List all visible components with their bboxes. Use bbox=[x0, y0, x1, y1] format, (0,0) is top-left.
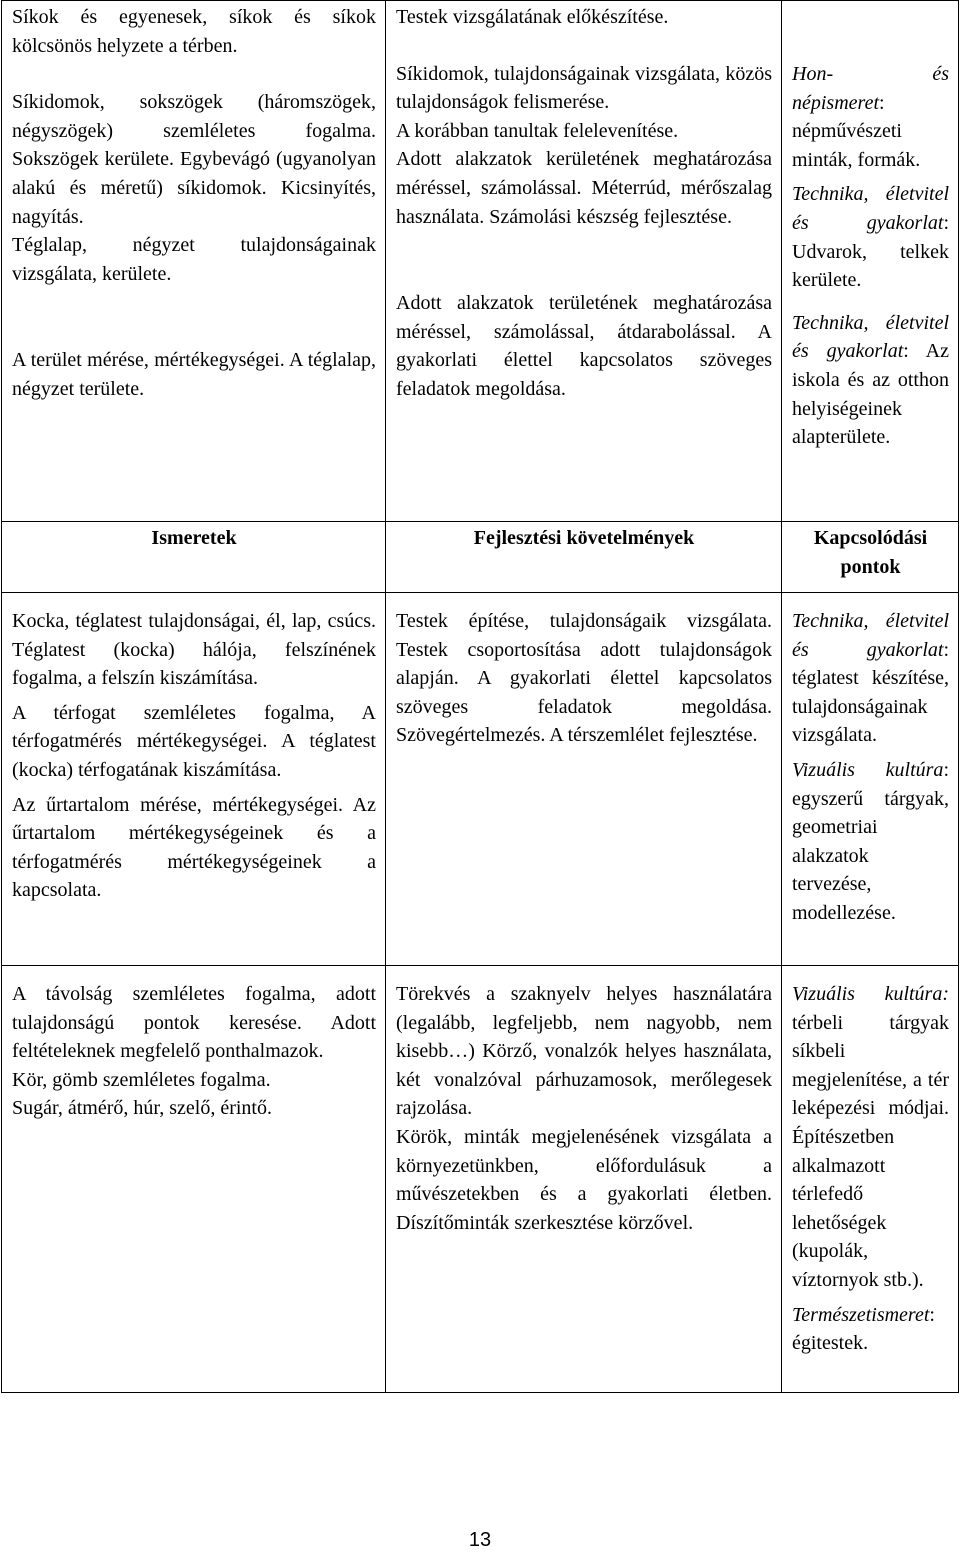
header-connections: Kapcsolódási pontok bbox=[782, 522, 959, 593]
text-line: Síkok és egyenesek, síkok és síkok kölcsönös helyzete a térben. bbox=[12, 6, 376, 57]
text-line: A térfogat szemléletes fogalma, A térfogatmérés mértékegységei. A téglatest (kocka) térfogatának kiszámítása. bbox=[12, 701, 376, 781]
text-line: Testek építése, tulajdonságaik vizsgálata. Testek csoportosítása adott tulajdonságok alapján. A gyakorlati élettel kapcsolatos szöveges feladatok megoldása. Szövegértelmezés. A térszemlélet fejlesztése. bbox=[396, 610, 772, 747]
text-line: Körök, minták megjelenésének vizsgálata a környezetünkben, előfordulásuk a művészetekben és a gyakorlati életben. Díszítőminták szerkesztése körzővel. bbox=[396, 1125, 772, 1234]
header-knowledge: Ismeretek bbox=[2, 522, 386, 593]
header-requirements: Fejlesztési követelmények bbox=[386, 522, 782, 593]
subject-label: Természetismeret bbox=[792, 1303, 930, 1326]
table-row bbox=[2, 593, 959, 966]
subject-label: Technika, életvitel és gyakorlat bbox=[792, 311, 949, 363]
connection-item: Hon- és népismeret: népművészeti minták, formák. bbox=[792, 63, 949, 171]
requirements-cell bbox=[386, 593, 782, 966]
subject-label: Technika, életvitel és gyakorlat bbox=[792, 183, 949, 234]
text-line: A terület mérése, mértékegységei. A téglalap, négyzet területe. bbox=[12, 349, 376, 400]
connection-item: Vizuális kultúra: egyszerű tárgyak, geometriai alakzatok tervezése, modellezése. bbox=[792, 758, 949, 924]
text-line: A távolság szemléletes fogalma, adott tulajdonságú pontok keresése. Adott feltételeknek megfelelő ponthalmazok. bbox=[12, 983, 376, 1063]
text-line: Kocka, téglatest tulajdonságai, él, lap, csúcs. Téglatest (kocka) hálója, felszínének fogalma, a felszín kiszámítása. bbox=[12, 610, 376, 690]
connection-item: Technika, életvitel és gyakorlat: téglatest készítése, tulajdonságainak vizsgálata. bbox=[792, 610, 949, 747]
text-line: Síkidomok, tulajdonságainak vizsgálata, közös tulajdonságok felismerése. bbox=[396, 62, 772, 114]
connection-item: Technika, életvitel és gyakorlat: Udvarok, telkek kerülete. bbox=[792, 183, 949, 292]
text-line: Síkidomok, sokszögek (háromszögek, négyszögek) szemléletes fogalma. Sokszögek kerülete. Egybevágó (ugyanolyan alakú és méretű) síkidomok. Kicsinyítés, nagyítás. bbox=[12, 91, 376, 228]
text-line: Testek vizsgálatának előkészítése. bbox=[396, 6, 669, 28]
connections-cell bbox=[782, 1, 959, 522]
knowledge-cell bbox=[2, 966, 386, 1393]
subject-label: Technika, életvitel és gyakorlat bbox=[792, 610, 949, 661]
connections-cell bbox=[782, 593, 959, 966]
connection-item: Vizuális kultúra: térbeli tárgyak síkbeli megjelenítése, a tér leképezési módjai. Építészetben alkalmazott térlefedő lehetőségek (kupolák, víztornyok stb.). bbox=[792, 983, 949, 1291]
connection-item: Természetismeret: égitestek. bbox=[792, 1303, 935, 1355]
knowledge-cell bbox=[2, 593, 386, 966]
text-line: Kör, gömb szemléletes fogalma. bbox=[12, 1068, 271, 1091]
requirements-cell bbox=[386, 966, 782, 1393]
text-line: Sugár, átmérő, húr, szelő, érintő. bbox=[12, 1097, 272, 1120]
subject-label: Vizuális kultúra: bbox=[792, 983, 949, 1005]
requirements-cell bbox=[386, 1, 782, 522]
connection-item: Technika, életvitel és gyakorlat: Az iskola és az otthon helyiségeinek alapterülete. bbox=[792, 311, 949, 449]
subject-label: Vizuális kultúra bbox=[792, 758, 944, 781]
table-row bbox=[2, 966, 959, 1393]
header-row bbox=[2, 522, 959, 593]
text-line: Törekvés a szaknyelv helyes használatára (legalább, legfeljebb, nem nagyobb, nem kisebb…) Körző, vonalzók helyes használata, két vonalzóval párhuzamosok, merőlegesek rajzolása. bbox=[396, 983, 772, 1120]
curriculum-table bbox=[1, 0, 959, 1393]
text-line: Az űrtartalom mérése, mértékegységei. Az űrtartalom mértékegységeinek és a térfogatmérés mértékegységeinek a kapcsolata. bbox=[12, 793, 376, 902]
page-number: 13 bbox=[468, 1529, 492, 1551]
text-line: Adott alakzatok kerületének meghatározása méréssel, számolással. Méterrúd, mérőszalag használata. Számolási készség fejlesztése. bbox=[396, 148, 772, 228]
table-row bbox=[2, 1, 959, 522]
subject-label: Hon- és népismeret bbox=[792, 63, 949, 114]
text-line: A korábban tanultak felelevenítése. bbox=[396, 119, 679, 142]
connections-cell bbox=[782, 966, 959, 1393]
text-line: Téglalap, négyzet tulajdonságainak vizsgálata, kerülete. bbox=[12, 234, 376, 285]
knowledge-cell bbox=[2, 1, 386, 522]
text-line: Adott alakzatok területének meghatározása méréssel, számolással, átdarabolással. A gyakorlati élettel kapcsolatos szöveges feladatok megoldása. bbox=[396, 292, 772, 400]
